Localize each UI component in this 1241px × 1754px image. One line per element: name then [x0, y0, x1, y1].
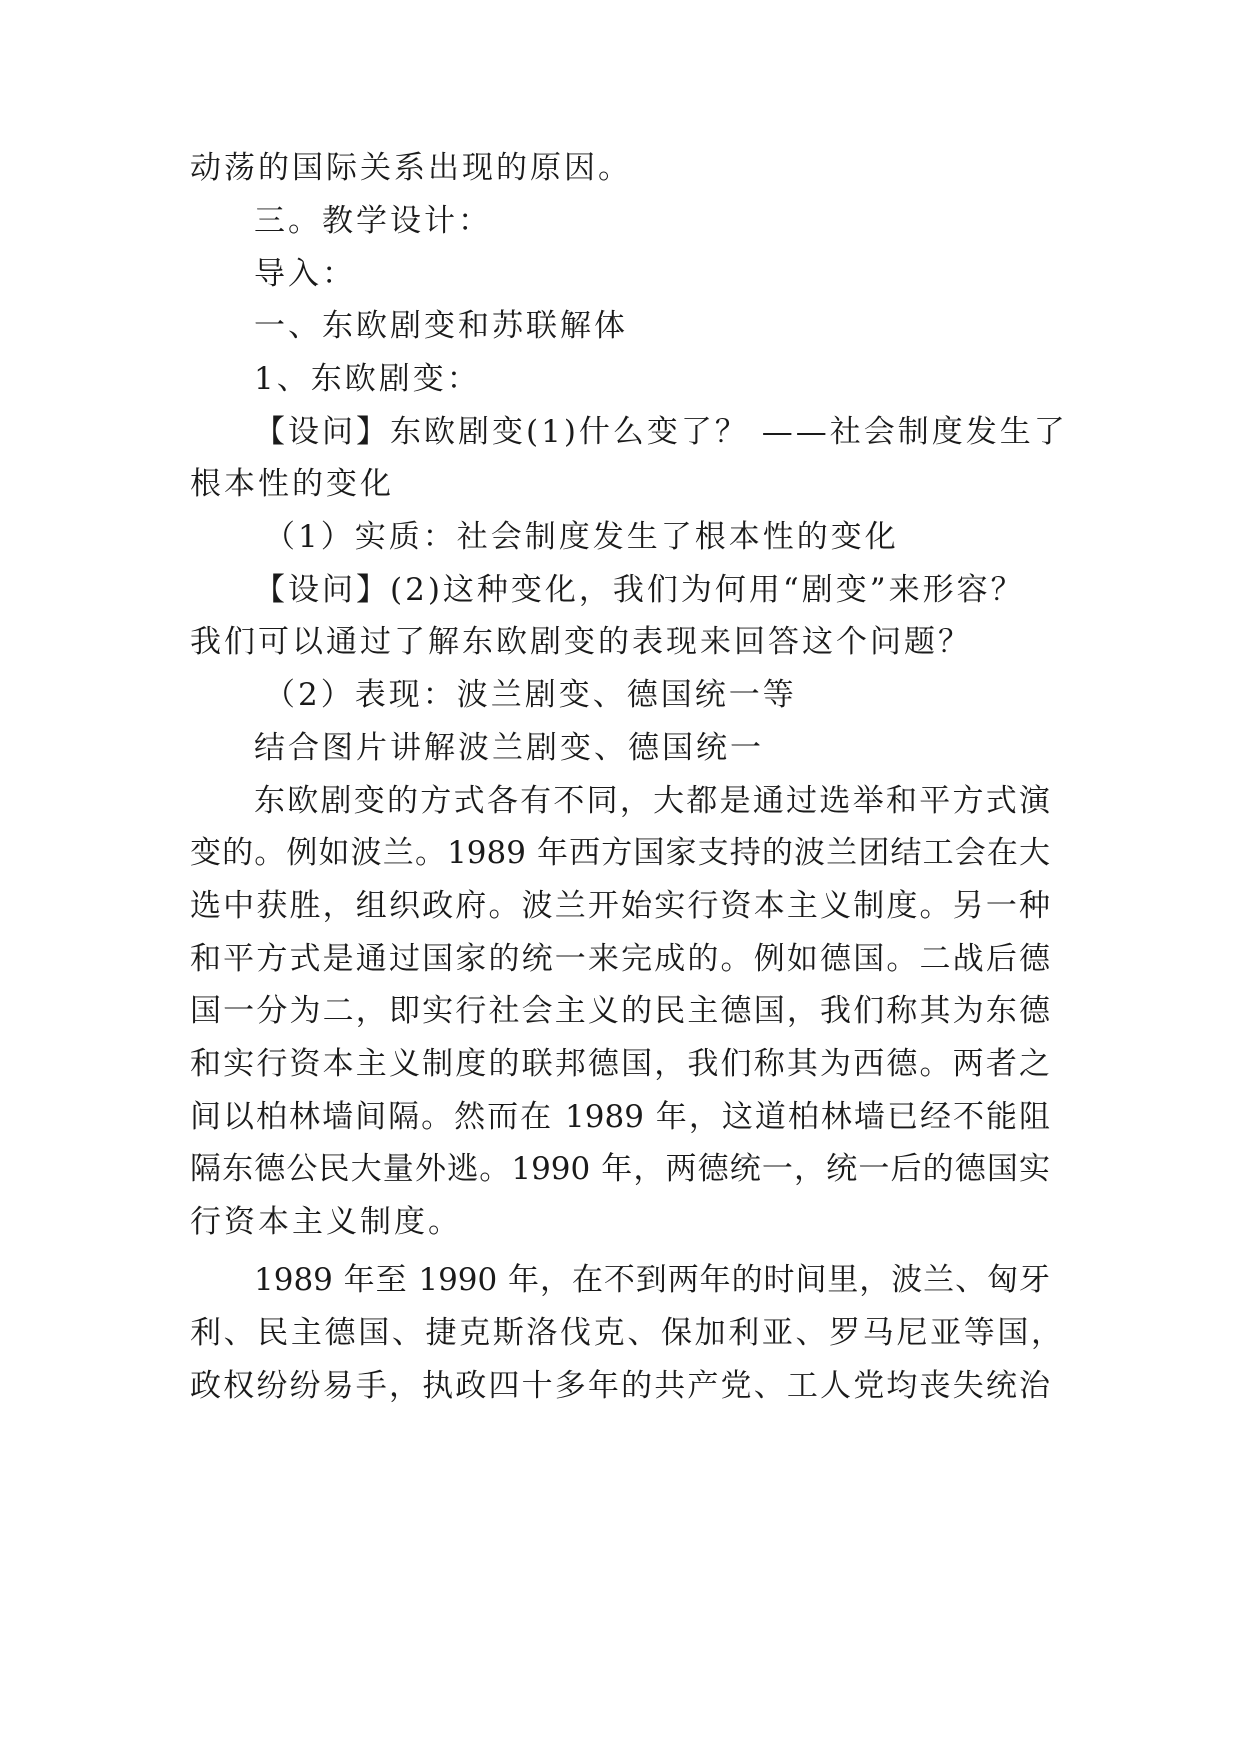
text-line: 选中获胜，组织政府。波兰开始实行资本主义制度。另一种: [190, 888, 1050, 924]
text-line: 根本性的变化: [190, 466, 394, 502]
text-line: 行资本主义制度。: [190, 1204, 462, 1240]
text-line: 东欧剧变的方式各有不同，大都是通过选举和平方式演: [254, 783, 1050, 819]
text-line: 和平方式是通过国家的统一来完成的。例如德国。二战后德: [190, 941, 1050, 977]
section-heading: 一、东欧剧变和苏联解体: [254, 308, 628, 344]
text-line: 间以柏林墙间隔。然而在 1989 年，这道柏林墙已经不能阻: [190, 1099, 1050, 1135]
text-line: 利、民主德国、捷克斯洛伐克、保加利亚、罗马尼亚等国，: [190, 1315, 1062, 1351]
section-heading: 三。教学设计：: [254, 203, 492, 239]
text-line: （1）实质：社会制度发生了根本性的变化: [264, 519, 899, 555]
text-line: 和实行资本主义制度的联邦德国，我们称其为西德。两者之: [190, 1046, 1050, 1082]
text-line: 【设问】(2)这种变化，我们为何用“剧变”来形容？: [254, 572, 1025, 608]
text-line: 【设问】东欧剧变(1)什么变了？ ——社会制度发生了: [254, 414, 1068, 450]
text-line: 国一分为二，即实行社会主义的民主德国，我们称其为东德: [190, 993, 1050, 1029]
text-line: （2）表现：波兰剧变、德国统一等: [264, 677, 797, 713]
text-line: 我们可以通过了解东欧剧变的表现来回答这个问题？: [190, 624, 972, 660]
text-line: 政权纷纷易手，执政四十多年的共产党、工人党均丧失统治: [190, 1368, 1050, 1404]
text-line: 动荡的国际关系出现的原因。: [190, 150, 632, 186]
subsection-heading: 1、东欧剧变：: [254, 361, 481, 397]
text-line: 导入：: [254, 256, 356, 292]
text-line: 变的。例如波兰。1989 年西方国家支持的波兰团结工会在大: [190, 835, 1050, 871]
text-line: 结合图片讲解波兰剧变、德国统一: [254, 730, 764, 766]
text-line: 隔东德公民大量外逃。1990 年，两德统一，统一后的德国实: [190, 1151, 1050, 1187]
text-line: 1989 年至 1990 年，在不到两年的时间里，波兰、匈牙: [254, 1262, 1050, 1298]
